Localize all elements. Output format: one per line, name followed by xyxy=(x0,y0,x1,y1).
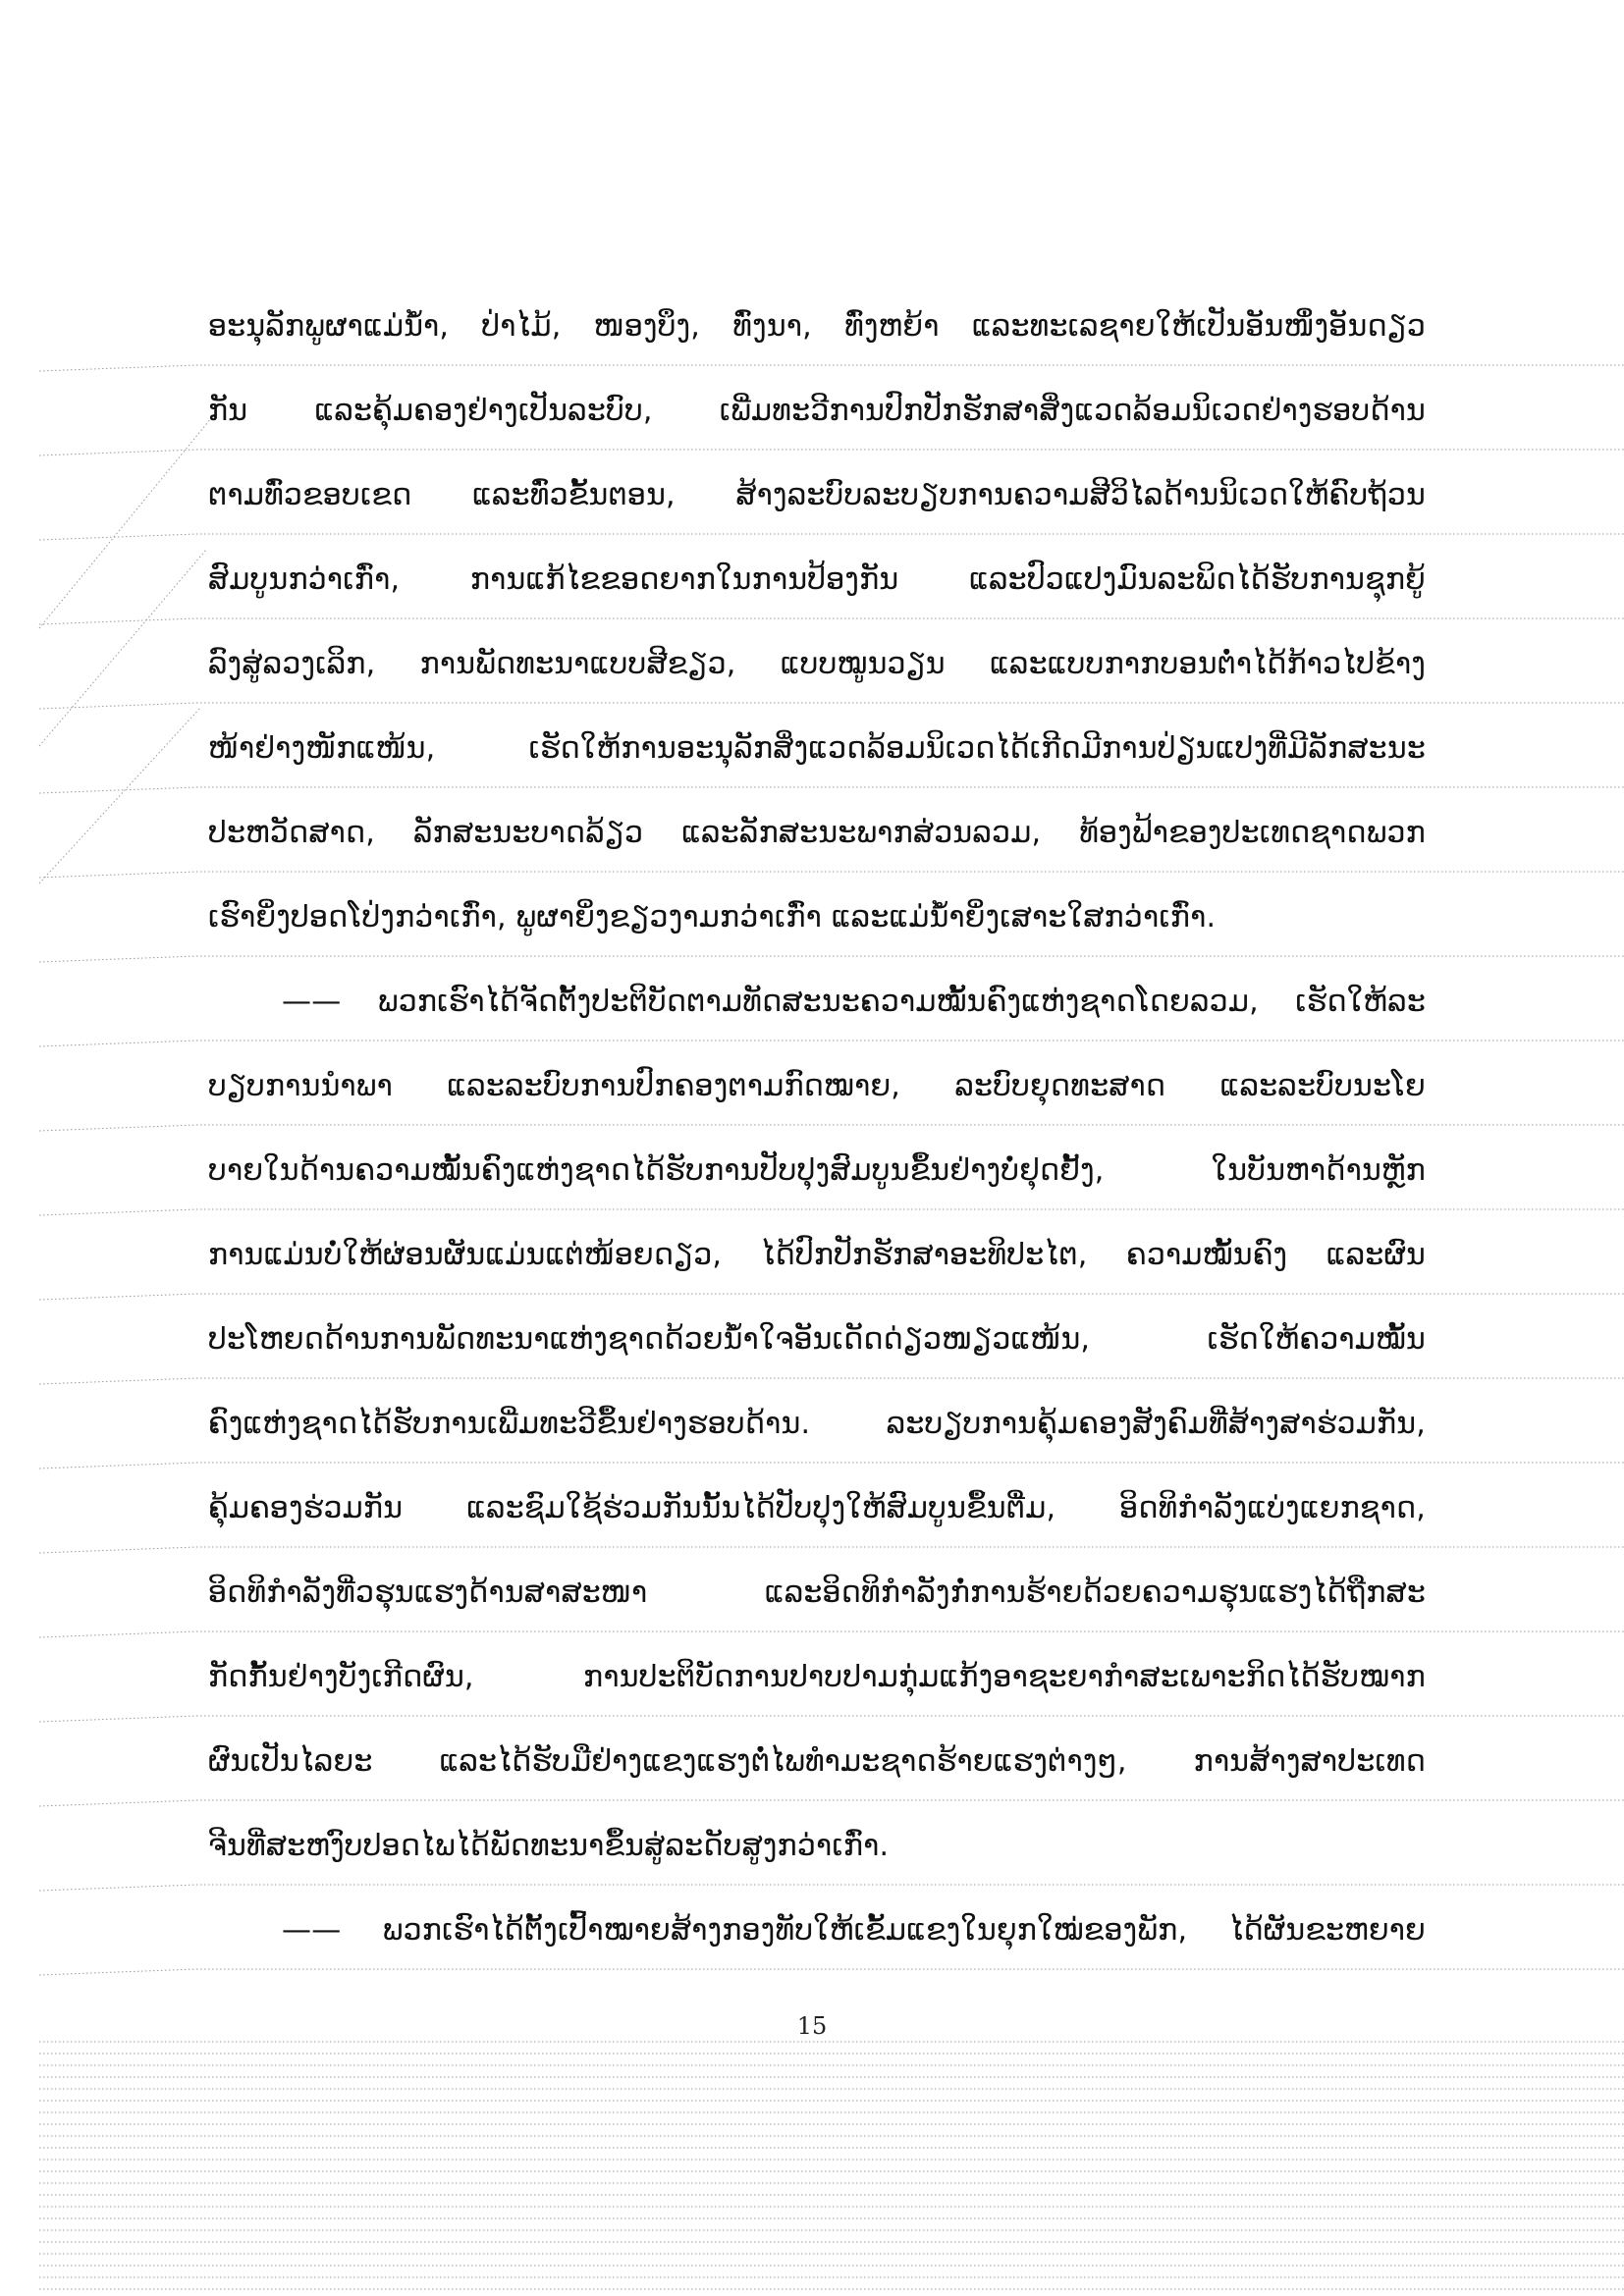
dotted-rule xyxy=(39,1209,196,1215)
text-line: ປະໂຫຍດດ້ານການພັດທະນາແຫ່ງຊາດດ້ວຍນ້ຳໃຈອັນເດັດດ່ຽວໜຽວແໜ້ນ, ເຮັດໃຫ້ຄວາມໝັ້ນ xyxy=(208,1322,1426,1357)
text-line: ບຽບການນຳພາ ແລະລະບົບການປົກຄອງຕາມກົດໝາຍ, ລະບົບຍຸດທະສາດ ແລະລະບົບນະໂຍ xyxy=(208,1069,1426,1103)
dotted-rule xyxy=(39,956,196,962)
text-line: ສົມບູນກວ່າເກົ່າ, ການແກ້ໄຂຂອດຍາກໃນການປ້ອງກັນ ແລະປົວແປງມົນລະພິດໄດ້ຮັບການຊຸກຍູ້ xyxy=(208,562,1426,597)
dotted-rule xyxy=(39,1800,196,1806)
dotted-rule xyxy=(39,534,196,540)
dotted-rule xyxy=(39,1885,196,1891)
dotted-rule xyxy=(39,412,216,628)
text-line: ອະນຸລັກພູຜາແມ່ນ້ຳ, ປ່າໄມ້, ໜອງບຶງ, ທົ່ງນາ, ທົ່ງຫຍ້າ ແລະທະເລຊາຍໃຫ້ເປັນອັນໜຶ່ງອັນດຽວ xyxy=(208,309,1426,344)
dotted-rule xyxy=(39,550,206,746)
text-line: ຄົງແຫ່ງຊາດໄດ້ຮັບການເພີ່ມທະວີຂຶ້ນຢ່າງຮອບດ້ານ. ລະບຽບການຄຸ້ມຄອງສັງຄົມທີ່ສ້າງສາຮ່ວມກັນ, xyxy=(208,1407,1426,1441)
dotted-rule xyxy=(39,703,196,709)
text-line: ໜ້າຢ່າງໜັກແໜ້ນ, ເຮັດໃຫ້ການອະນຸລັກສິ່ງແວດລ້ອມນິເວດໄດ້ເກີດມີການປ່ຽນແປງທີ່ມີລັກສະນະ xyxy=(208,731,1426,766)
text-line: ກັດກັ້ນຢ່າງບັງເກີດຜົນ, ການປະຕິບັດການປາບປາມກຸ່ມແກ້ງອາຊະຍາກຳສະເພາະກິດໄດ້ຮັບໝາກ xyxy=(208,1660,1426,1694)
text-line: ຜົນເປັນໄລຍະ ແລະໄດ້ຮັບມືຢ່າງແຂງແຮງຕໍ່ໄພທຳມະຊາດຮ້າຍແຮງຕ່າງໆ, ການສ້າງສາປະເທດ xyxy=(208,1744,1426,1779)
dotted-rule xyxy=(39,872,196,878)
text-line: ບາຍໃນດ້ານຄວາມໝັ້ນຄົງແຫ່ງຊາດໄດ້ຮັບການປັບປຸງສົມບູນຂຶ້ນຢ່າງບໍ່ຢຸດຢັ້ງ, ໃນບັນຫາດ້ານຫຼັກ xyxy=(208,1153,1426,1188)
text-line: ເຮົາຍິ່ງປອດໂປ່ງກວ່າເກົ່າ, ພູຜາຍິ່ງຂຽວງາມກວ່າເກົ່າ ແລະແມ່ນ້ຳຍິ່ງເສາະໃສກວ່າເກົ່າ. xyxy=(208,900,1217,934)
dotted-rule xyxy=(39,1125,196,1131)
dotted-rule xyxy=(39,1547,196,1553)
text-line: ລົງສູ່ລວງເລິກ, ການພັດທະນາແບບສີຂຽວ, ແບບໝູນວຽນ ແລະແບບກາກບອນຕ່ຳໄດ້ກ້າວໄປຂ້າງ xyxy=(208,647,1426,681)
dotted-rule xyxy=(39,1378,196,1384)
dotted-rule xyxy=(39,707,201,883)
page-number: 15 xyxy=(796,2012,828,2040)
text-line: ຕາມທົ່ວຂອບເຂດ ແລະທົ່ວຂັ້ນຕອນ, ສ້າງລະບົບລະບຽບການຄວາມສີວິໄລດ້ານນິເວດໃຫ້ຄົບຖ້ວນ xyxy=(208,478,1426,512)
dotted-rule xyxy=(39,1294,196,1300)
text-line: ປະຫວັດສາດ, ລັກສະນະບາດລ້ຽວ ແລະລັກສະນະພາກສ່ວນລວມ, ທ້ອງຟ້າຂອງປະເທດຊາດພວກ xyxy=(208,816,1426,850)
text-line: ຄຸ້ມຄອງຮ່ວມກັນ ແລະຊົມໃຊ້ຮ່ວມກັນນັ້ນໄດ້ປັບປຸງໃຫ້ສົມບູນຂຶ້ນຕື່ມ, ອິດທິກຳລັງແບ່ງແຍກຊາດ, xyxy=(208,1491,1426,1525)
text-line: ອິດທິກຳລັງທີ່ວຮຸນແຮງດ້ານສາສະໜາ ແລະອິດທິກຳລັງກໍ່ການຮ້າຍດ້ວຍຄວາມຮຸນແຮງໄດ້ຖືກສະ xyxy=(208,1575,1426,1610)
text-line: ຈີນທີ່ສະຫງົບປອດໄພໄດ້ພັດທະນາຂຶ້ນສູ່ລະດັບສູງກວ່າເກົ່າ. xyxy=(208,1829,890,1863)
dotted-rule xyxy=(39,365,196,371)
dotted-rule xyxy=(39,1631,196,1637)
dotted-rule xyxy=(39,787,196,793)
paragraph-start-line: —— ພວກເຮົາໄດ້ຕັ້ງເປົ້າໝາຍສ້າງກອງທັບໃຫ້ເຂັ້ມແຂງໃນຍຸກໃໝ່ຂອງພັກ, ໄດ້ຜັນຂະຫຍາຍ xyxy=(282,1913,1426,1948)
dotted-rule xyxy=(39,1716,196,1722)
body-text xyxy=(208,302,1426,1991)
text-line: ການແມ່ນບໍ່ໃຫ້ຜ່ອນຜັນແມ່ນແຕ່ໜ້ອຍດຽວ, ໄດ້ປົກປັກຮັກສາອະທິປະໄຕ, ຄວາມໝັ້ນຄົງ ແລະຜົນ xyxy=(208,1238,1426,1272)
dotted-rule xyxy=(39,1463,196,1468)
dotted-rule xyxy=(39,618,196,624)
paragraph-start-line: —— ພວກເຮົາໄດ້ຈັດຕັ້ງປະຕິບັດຕາມທັດສະນະຄວາມໝັ້ນຄົງແຫ່ງຊາດໂດຍລວມ, ເຮັດໃຫ້ລະ xyxy=(282,985,1426,1019)
dotted-rule xyxy=(39,1969,196,1975)
text-line: ກັນ ແລະຄຸ້ມຄອງຢ່າງເປັນລະບົບ, ເພີ່ມທະວີການປົກປັກຮັກສາສິ່ງແວດລ້ອມນິເວດຢ່າງຮອບດ້ານ xyxy=(208,394,1426,428)
dotted-rule xyxy=(39,450,196,455)
dotted-rule xyxy=(39,1041,196,1046)
